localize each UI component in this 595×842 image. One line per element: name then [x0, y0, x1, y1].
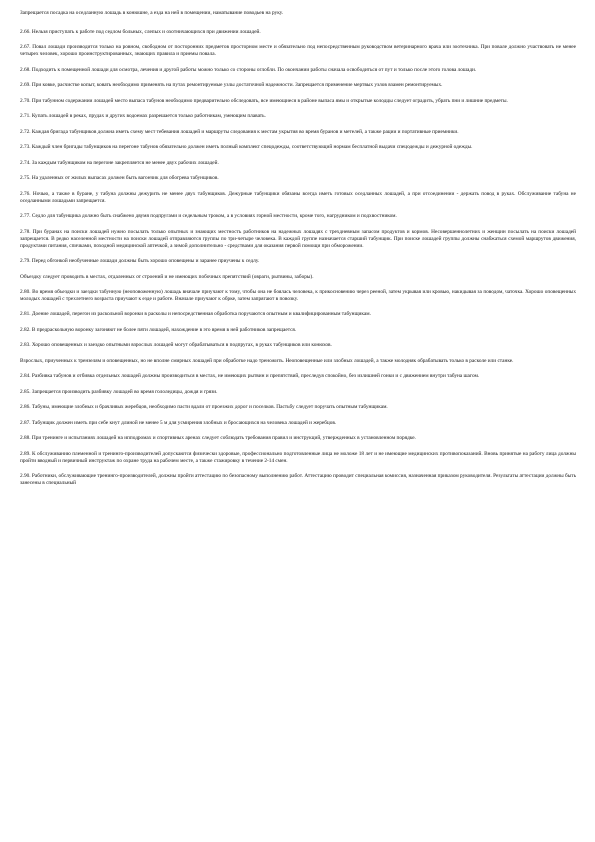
- paragraph-0: Запрещается посадка на оседланную лошадь в конюшне, а езда на ней в помещении, наматывание поводьев на руку.: [20, 10, 284, 16]
- paragraph-2-82: 2.82. В предраскольную воронку загоняют не более пяти лошадей, нахождение в это время в ней работников запрещается.: [20, 326, 297, 333]
- paragraph-2-79: 2.79. Перед обгонкой необученные лошади должны быть хорошо оповещены и заранее приучены к седлу.: [20, 258, 260, 265]
- paragraph-2-68: 2.68. Подходить к помещенной лошади для осмотра, лечения и другой работы можно только со стороны оглобли. По окончании работы сначала освободиться от пут и только после этого голова лошади.: [20, 66, 477, 73]
- paragraph-2-73: 2.73. Каждый член бригады табунщиков на перегоне табунов обязательно должен иметь полный комплект спецодежды, соответствующий нормам бесплатной выдачи спецодежды и дежурной одежды.: [20, 144, 473, 151]
- paragraph-2-86: 2.86. Табуны, имеющие злобных и брачливых жеребцов, необходимо пасти вдали от проезжих дорог и поселков. Пастьбу следует поручать опытным табунщикам.: [20, 404, 388, 411]
- paragraph-2-67: 2.67. Повал лошади производится только на ровном, свободном от посторонних предметов просторном месте и обязательно под непосредственным руководством ветеринарного врача или зоотехника. При повале должно участвовать не менее четырех человек, хорошо проинструктированных, знающих правила и приемы повала.: [20, 44, 576, 58]
- paragraph-2-69: 2.69. При ковке, расчистке копыт, ковать необходимо применять на путах ремонтируемые узлы достаточной надежности. Запрещается применение мертвых узлов взамен ремонтируемых.: [20, 82, 443, 89]
- paragraph-2-85: 2.85. Запрещается производить разбивку лошадей во время гололедицы, дождя и грязи.: [20, 388, 218, 395]
- paragraph-2-88: 2.88. При тренинге и испытаниях лошадей на ипподромах и спортивных аренах следует соблюдать требования правил и инструкций, утвержденных в установленном порядке.: [20, 435, 416, 442]
- paragraph-2-66: 2.66. Нельзя приступать к работе под седлом больных, слепых и охотничающихся при движении лошадей.: [20, 28, 261, 35]
- paragraph-2-87: 2.87. Табунщик должен иметь при себе кнут длиной не менее 5 м для усмирения злобных и бросающихся на человека лошадей и жеребцов.: [20, 419, 337, 426]
- paragraph-2-70: 2.70. При табунном содержании лошадей место выпаса табунов необходимо предварительно обследовать, все имеющиеся в районе выпаса ямы и открытые колодцы следует оградить, убрать пни и лишние предметы.: [20, 97, 508, 104]
- paragraph-2-76: 2.76. Ночью, а также в буране, у табуна должны дежурить не менее двух табунщиков. Дежурные табунщики обязаны всегда иметь готовых оседланных лошадей, а при отсоединении - держать повод в руках. Обслуживание табуна не оседланными лошадьми запрещается.: [20, 190, 576, 204]
- paragraph-2-78: 2.78. При буранах на поиски лошадей нужно посылать только опытных и знающих местность работников на надежных лошадях с трехдневным запасом продуктов и кормов. Несовершеннолетних и женщин посылать на поиски лошадей запрещается. В редко населенной местности на поиски лошадей отправляются группы по три-четыре человека. В каждой группе назначается старший табунщик. При поиске лошадей группы должны снабжаться схемой маршрутов движения, продуктами питания, спичками, походной медицинской аптечкой, а зимой дополнительно - средствами для оказания первой помощи при обморожении.: [20, 228, 576, 249]
- paragraph-2-74: 2.74. За каждым табунщиком на перегоне закрепляется не менее двух рабочих лошадей.: [20, 159, 219, 166]
- paragraph-2-77: 2.77. Седло для табунщика должно быть снабжено двумя подпругами и седельным троком, а в условиях горной местности, кроме того, нагрудником и подхвостником.: [20, 213, 397, 220]
- paragraph-2-84: 2.84. Разбивка табунов и отбивка отдельных лошадей должны производиться в местах, не имеющих рытвин и препятствий, преследуя спокойно, без излишней гонки и с движением внутри табуна шагом.: [20, 373, 480, 380]
- paragraph-2-83: 2.83. Хорошо оповещенных и заездко опытными взрослых лошадей могут обрабатываться в подпругах, в руках табунщиков или конюхов.: [20, 342, 332, 349]
- paragraph-2-71: 2.71. Купать лошадей в реках, прудах и других водоемах разрешается только работникам, умеющим плавать.: [20, 113, 266, 120]
- paragraph-2-81: 2.81. Доение лошадей, перегон из раскольной воронки в расколы и непосредственная обработка поручаются опытным и квалифицированным табунщикам.: [20, 311, 371, 318]
- paragraph-2-72: 2.72. Каждая бригада табунщиков должна иметь схему мест тебевания лошадей и маршруты следования к местам укрытия во время буранов и метелей, а также рации и портативные приемники.: [20, 128, 459, 135]
- paragraph-2-90: 2.90. Работники, обслуживающие тренинго-производителей, должны пройти аттестацию по безопасному выполнению работ. Аттестацию проводит специальная комиссия, назначенная приказом руководителя. Результаты аттестации должны быть занесены в специальный: [20, 473, 576, 487]
- paragraph-2-75: 2.75. На удаленных от жилых выпасах должен быть вагончик для обогрева табунщиков.: [20, 175, 219, 182]
- paragraph-vzroslyh: Взрослых, приученных к трензелям и оповещенных, но не вполне смирных лошадей при обработке надо треножить. Неоповещенные или злобных лошадей, а также молодняк обрабатывать только в расколе или станке.: [20, 357, 514, 364]
- document-page: [20, 10, 576, 496]
- paragraph-2-89: 2.89. К обслуживанию племенной и тренинго-производителей допускаются физически здоровые, профессионально подготовленные лица не моложе 18 лет и не имеющие медицинских противопоказаний. Вновь принятые на работу лица должны пройти вводный и первичный инструктаж по охране труда на рабочем месте, а также стажировку в течение 2-14 смен.: [20, 450, 576, 464]
- paragraph-obezdka: Объездку следует проводить в местах, отдаленных от строений и не имеющих побочных препятствий (овраги, рытвины, заборы).: [20, 273, 314, 280]
- paragraph-2-80: 2.80. Во время объездки и заездки табунную (неоповоженную) лошадь вначале приучают к тому, чтобы она не боялась человека, к прикосновению через рееной, затем укрывая или кровью, накидывая за поводом, чаточка. Хорошо оповещенных молодых лошадей с трехлетнего возраста приучают к езде и работе. Вначале приучают к обрке, затем запрягают в повозку.: [20, 289, 576, 302]
